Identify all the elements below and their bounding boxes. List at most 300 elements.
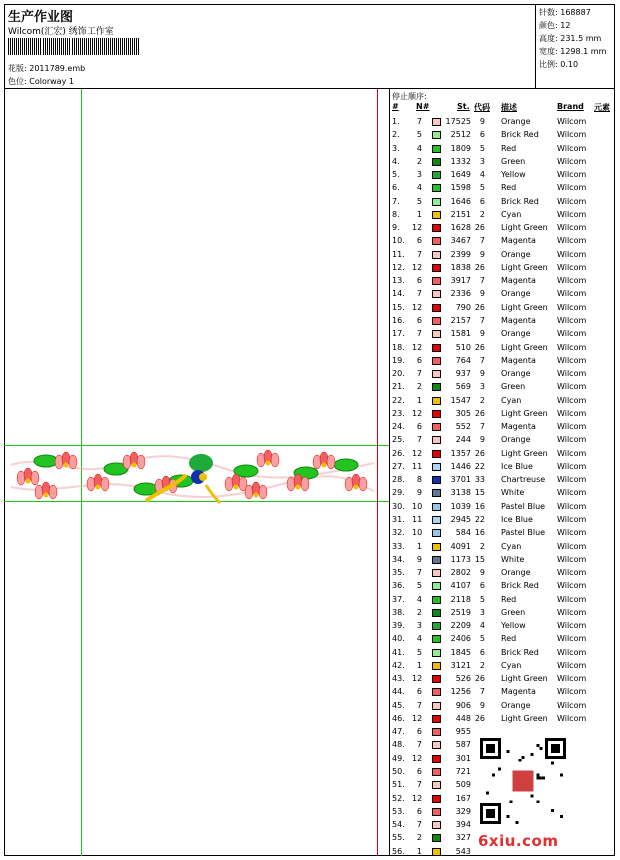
table-row [390,606,615,619]
row-description: Red [501,594,517,604]
row-color-swatch [432,317,441,325]
row-code: 6 [479,130,485,140]
row-description: Magenta [501,276,536,286]
row-color-swatch [432,237,441,245]
row-description: Green [501,382,526,392]
row-color-swatch [432,741,441,749]
table-row [390,526,615,539]
row-stitches: 1039 [450,501,471,511]
row-stitches: 1332 [450,156,471,166]
row-index: 9. [392,223,400,233]
row-needle: 6 [416,806,422,816]
row-index: 34. [392,554,405,564]
row-code: 2 [479,541,485,551]
table-row [390,593,615,606]
row-brand: Wilcom [557,315,587,325]
row-index: 8. [392,209,400,219]
row-brand: Wilcom [557,435,587,445]
row-color-swatch [432,211,441,219]
row-stitches: 4091 [450,541,471,551]
table-row [390,115,615,128]
row-color-swatch [432,383,441,391]
row-color-swatch [432,728,441,736]
row-stitches: 1628 [450,223,471,233]
row-color-swatch [432,463,441,471]
row-stitches: 1838 [450,262,471,272]
row-needle: 3 [416,621,422,631]
row-index: 11. [392,249,405,259]
table-row [390,142,615,155]
row-needle: 1 [416,209,422,219]
row-needle: 3 [416,170,422,180]
row-index: 47. [392,727,405,737]
row-stitches: 2945 [450,514,471,524]
row-needle: 4 [416,594,422,604]
row-color-swatch [432,410,441,418]
row-color-swatch [432,688,441,696]
row-stitches: 1845 [450,647,471,657]
row-code: 5 [479,183,485,193]
row-stitches: 1809 [450,143,471,153]
row-color-swatch [432,118,441,126]
row-description: Cyan [501,395,522,405]
row-index: 43. [392,674,405,684]
row-stitches: 526 [455,674,471,684]
row-code: 7 [479,355,485,365]
row-index: 3. [392,143,400,153]
row-needle: 11 [412,514,423,524]
row-description: Yellow [501,621,526,631]
row-stitches: 167 [455,793,471,803]
row-needle: 1 [416,660,422,670]
row-index: 5. [392,170,400,180]
row-stitches: 327 [455,833,471,843]
row-index: 52. [392,793,405,803]
table-row [390,301,615,314]
row-needle: 9 [416,488,422,498]
row-needle: 2 [416,382,422,392]
row-brand: Wilcom [557,501,587,511]
row-code: 9 [479,249,485,259]
row-brand: Wilcom [557,342,587,352]
table-row [390,314,615,327]
table-row [390,287,615,300]
row-brand: Wilcom [557,713,587,723]
row-color-swatch [432,556,441,564]
row-needle: 12 [412,223,423,233]
row-stitches: 2209 [450,621,471,631]
row-description: Orange [501,700,531,710]
row-stitches: 1646 [450,196,471,206]
row-stitches: 3917 [450,276,471,286]
row-color-swatch [432,795,441,803]
table-row [390,208,615,221]
row-color-swatch [432,397,441,405]
row-color-swatch [432,171,441,179]
row-code: 5 [479,143,485,153]
row-code: 7 [479,687,485,697]
row-description: Orange [501,117,531,126]
table-row [390,341,615,354]
row-color-swatch [432,715,441,723]
row-code: 6 [479,647,485,657]
row-stitches: 329 [455,806,471,816]
row-color-swatch [432,662,441,670]
row-description: Red [501,183,517,193]
row-index: 27. [392,461,405,471]
row-color-swatch [432,543,441,551]
row-color-swatch [432,529,441,537]
row-needle: 12 [412,753,423,763]
row-description: White [501,554,525,564]
row-code: 2 [479,395,485,405]
row-color-swatch [432,158,441,166]
watermark: 6xiu.com [478,832,559,850]
row-index: 15. [392,302,405,312]
row-stitches: 1256 [450,687,471,697]
row-stitches: 2336 [450,289,471,299]
row-index: 33. [392,541,405,551]
row-index: 46. [392,713,405,723]
row-stitches: 394 [455,820,471,830]
table-row [390,579,615,592]
row-brand: Wilcom [557,223,587,233]
table-row [390,646,615,659]
row-stitches: 1649 [450,170,471,180]
row-brand: Wilcom [557,634,587,644]
design-file-label: 花版: [8,64,27,73]
stat-colors: 颜色: 12 [539,21,571,30]
row-brand: Wilcom [557,329,587,339]
row-needle: 7 [416,700,422,710]
design-stats [535,4,615,88]
embroidery-preview [6,435,378,507]
table-row [390,513,615,526]
row-index: 1. [392,117,400,126]
row-index: 18. [392,342,405,352]
row-needle: 12 [412,448,423,458]
col-header-needle: N# [416,102,430,111]
row-needle: 6 [416,236,422,246]
row-code: 26 [474,302,485,312]
row-code: 6 [479,196,485,206]
row-code: 4 [479,621,485,631]
row-description: Orange [501,329,531,339]
row-code: 16 [474,501,485,511]
row-description: Magenta [501,687,536,697]
row-needle: 7 [416,369,422,379]
row-code: 26 [474,713,485,723]
row-index: 55. [392,833,405,843]
row-needle: 5 [416,647,422,657]
row-code: 9 [479,117,485,126]
row-brand: Wilcom [557,422,587,432]
row-brand: Wilcom [557,183,587,193]
row-brand: Wilcom [557,607,587,617]
row-color-swatch [432,503,441,511]
row-index: 26. [392,448,405,458]
row-color-swatch [432,198,441,206]
row-needle: 7 [416,249,422,259]
row-index: 38. [392,607,405,617]
row-color-swatch [432,423,441,431]
row-needle: 5 [416,196,422,206]
row-needle: 1 [416,846,422,856]
row-code: 7 [479,276,485,286]
row-color-swatch [432,290,441,298]
row-color-swatch [432,569,441,577]
row-stitches: 1547 [450,395,471,405]
stat-width: 宽度: 1298.1 mm [539,47,607,56]
row-index: 16. [392,315,405,325]
table-row [390,699,615,712]
table-row [390,685,615,698]
row-code: 3 [479,382,485,392]
row-code: 16 [474,528,485,538]
row-code: 7 [479,422,485,432]
row-description: White [501,488,525,498]
row-code: 4 [479,170,485,180]
row-stitches: 1581 [450,329,471,339]
row-needle: 6 [416,767,422,777]
row-needle: 7 [416,740,422,750]
row-color-swatch [432,702,441,710]
row-needle: 7 [416,329,422,339]
col-header-stitches: St. [457,102,470,111]
row-brand: Wilcom [557,581,587,591]
row-stitches: 1173 [450,554,471,564]
row-brand: Wilcom [557,660,587,670]
row-index: 10. [392,236,405,246]
row-brand: Wilcom [557,143,587,153]
col-header-code: 代码 [474,103,490,112]
table-row [390,460,615,473]
row-needle: 7 [416,117,422,126]
row-code: 3 [479,156,485,166]
row-stitches: 543 [455,846,471,856]
row-stitches: 244 [455,435,471,445]
row-needle: 7 [416,820,422,830]
row-stitches: 955 [455,727,471,737]
row-stitches: 3121 [450,660,471,670]
row-code: 9 [479,700,485,710]
row-code: 22 [474,461,485,471]
row-needle: 4 [416,183,422,193]
row-index: 29. [392,488,405,498]
row-color-swatch [432,596,441,604]
row-code: 2 [479,209,485,219]
row-code: 26 [474,342,485,352]
table-row [390,659,615,672]
row-brand: Wilcom [557,170,587,180]
row-description: Green [501,156,526,166]
row-color-swatch [432,609,441,617]
col-header-element: 元素 [594,103,610,112]
row-brand: Wilcom [557,395,587,405]
table-row [390,473,615,486]
row-stitches: 2157 [450,315,471,325]
row-index: 40. [392,634,405,644]
row-description: Pastel Blue [501,501,546,511]
row-description: Orange [501,249,531,259]
table-row [390,632,615,645]
table-row [390,407,615,420]
row-color-swatch [432,357,441,365]
row-index: 49. [392,753,405,763]
row-needle: 10 [412,528,423,538]
row-needle: 8 [416,475,422,485]
row-color-swatch [432,264,441,272]
row-index: 56. [392,846,405,856]
row-brand: Wilcom [557,594,587,604]
row-description: Cyan [501,541,522,551]
col-header-description: 描述 [501,103,517,112]
row-stitches: 305 [455,408,471,418]
row-code: 5 [479,594,485,604]
table-row [390,712,615,725]
row-needle: 6 [416,315,422,325]
row-brand: Wilcom [557,554,587,564]
row-color-swatch [432,370,441,378]
row-stitches: 764 [455,355,471,365]
row-index: 19. [392,355,405,365]
stop-sequence-title: 停止顺序: [392,92,427,101]
row-code: 26 [474,448,485,458]
table-row [390,566,615,579]
row-needle: 5 [416,581,422,591]
row-stitches: 301 [455,753,471,763]
row-stitches: 2802 [450,568,471,578]
row-index: 20. [392,369,405,379]
row-description: Brick Red [501,130,539,140]
row-needle: 9 [416,554,422,564]
row-code: 9 [479,435,485,445]
row-stitches: 569 [455,382,471,392]
row-description: Light Green [501,448,548,458]
row-brand: Wilcom [557,276,587,286]
row-stitches: 721 [455,767,471,777]
row-stitches: 2519 [450,607,471,617]
row-stitches: 906 [455,700,471,710]
row-index: 24. [392,422,405,432]
row-color-swatch [432,821,441,829]
row-needle: 12 [412,408,423,418]
row-brand: Wilcom [557,475,587,485]
row-brand: Wilcom [557,568,587,578]
row-code: 9 [479,329,485,339]
row-index: 12. [392,262,405,272]
row-code: 26 [474,674,485,684]
row-color-swatch [432,304,441,312]
table-row [390,261,615,274]
row-index: 51. [392,780,405,790]
row-description: Light Green [501,408,548,418]
row-needle: 11 [412,461,423,471]
barcode [8,38,142,55]
table-row [390,234,615,247]
row-brand: Wilcom [557,130,587,140]
row-color-swatch [432,834,441,842]
row-needle: 6 [416,276,422,286]
row-stitches: 17525 [445,117,471,126]
row-brand: Wilcom [557,541,587,551]
row-stitches: 3701 [450,475,471,485]
table-row [390,540,615,553]
row-color-swatch [432,251,441,259]
row-description: Green [501,607,526,617]
row-needle: 2 [416,833,422,843]
row-needle: 4 [416,634,422,644]
row-code: 22 [474,514,485,524]
row-color-swatch [432,224,441,232]
row-description: Red [501,143,517,153]
row-color-swatch [432,489,441,497]
table-row [390,672,615,685]
row-brand: Wilcom [557,302,587,312]
table-row [390,433,615,446]
row-stitches: 584 [455,528,471,538]
table-row [390,128,615,141]
row-index: 37. [392,594,405,604]
table-row [390,420,615,433]
row-code: 26 [474,408,485,418]
row-description: Yellow [501,170,526,180]
stop-sequence-header [390,102,615,113]
qr-code [480,738,566,824]
row-index: 6. [392,183,400,193]
row-code: 15 [474,488,485,498]
row-description: Light Green [501,674,548,684]
header-divider [4,88,615,89]
row-brand: Wilcom [557,528,587,538]
row-color-swatch [432,848,441,856]
row-brand: Wilcom [557,514,587,524]
row-index: 41. [392,647,405,657]
row-code: 26 [474,262,485,272]
row-index: 39. [392,621,405,631]
row-needle: 6 [416,687,422,697]
row-index: 53. [392,806,405,816]
row-index: 32. [392,528,405,538]
row-code: 15 [474,554,485,564]
row-brand: Wilcom [557,355,587,365]
row-description: Cyan [501,660,522,670]
page-title: 生产作业图 [8,10,74,25]
row-brand: Wilcom [557,647,587,657]
row-description: Brick Red [501,196,539,206]
row-description: Orange [501,289,531,299]
row-color-swatch [432,131,441,139]
row-description: Ice Blue [501,514,533,524]
row-code: 33 [474,475,485,485]
row-description: Cyan [501,209,522,219]
row-needle: 7 [416,289,422,299]
row-index: 4. [392,156,400,166]
row-code: 26 [474,223,485,233]
row-needle: 12 [412,302,423,312]
row-index: 42. [392,660,405,670]
table-row [390,553,615,566]
row-needle: 5 [416,130,422,140]
row-index: 22. [392,395,405,405]
row-index: 2. [392,130,400,140]
row-description: Orange [501,435,531,445]
row-stitches: 510 [455,342,471,352]
row-needle: 12 [412,342,423,352]
row-brand: Wilcom [557,117,587,126]
row-index: 54. [392,820,405,830]
stat-scale: 比例: 0.10 [539,60,579,69]
